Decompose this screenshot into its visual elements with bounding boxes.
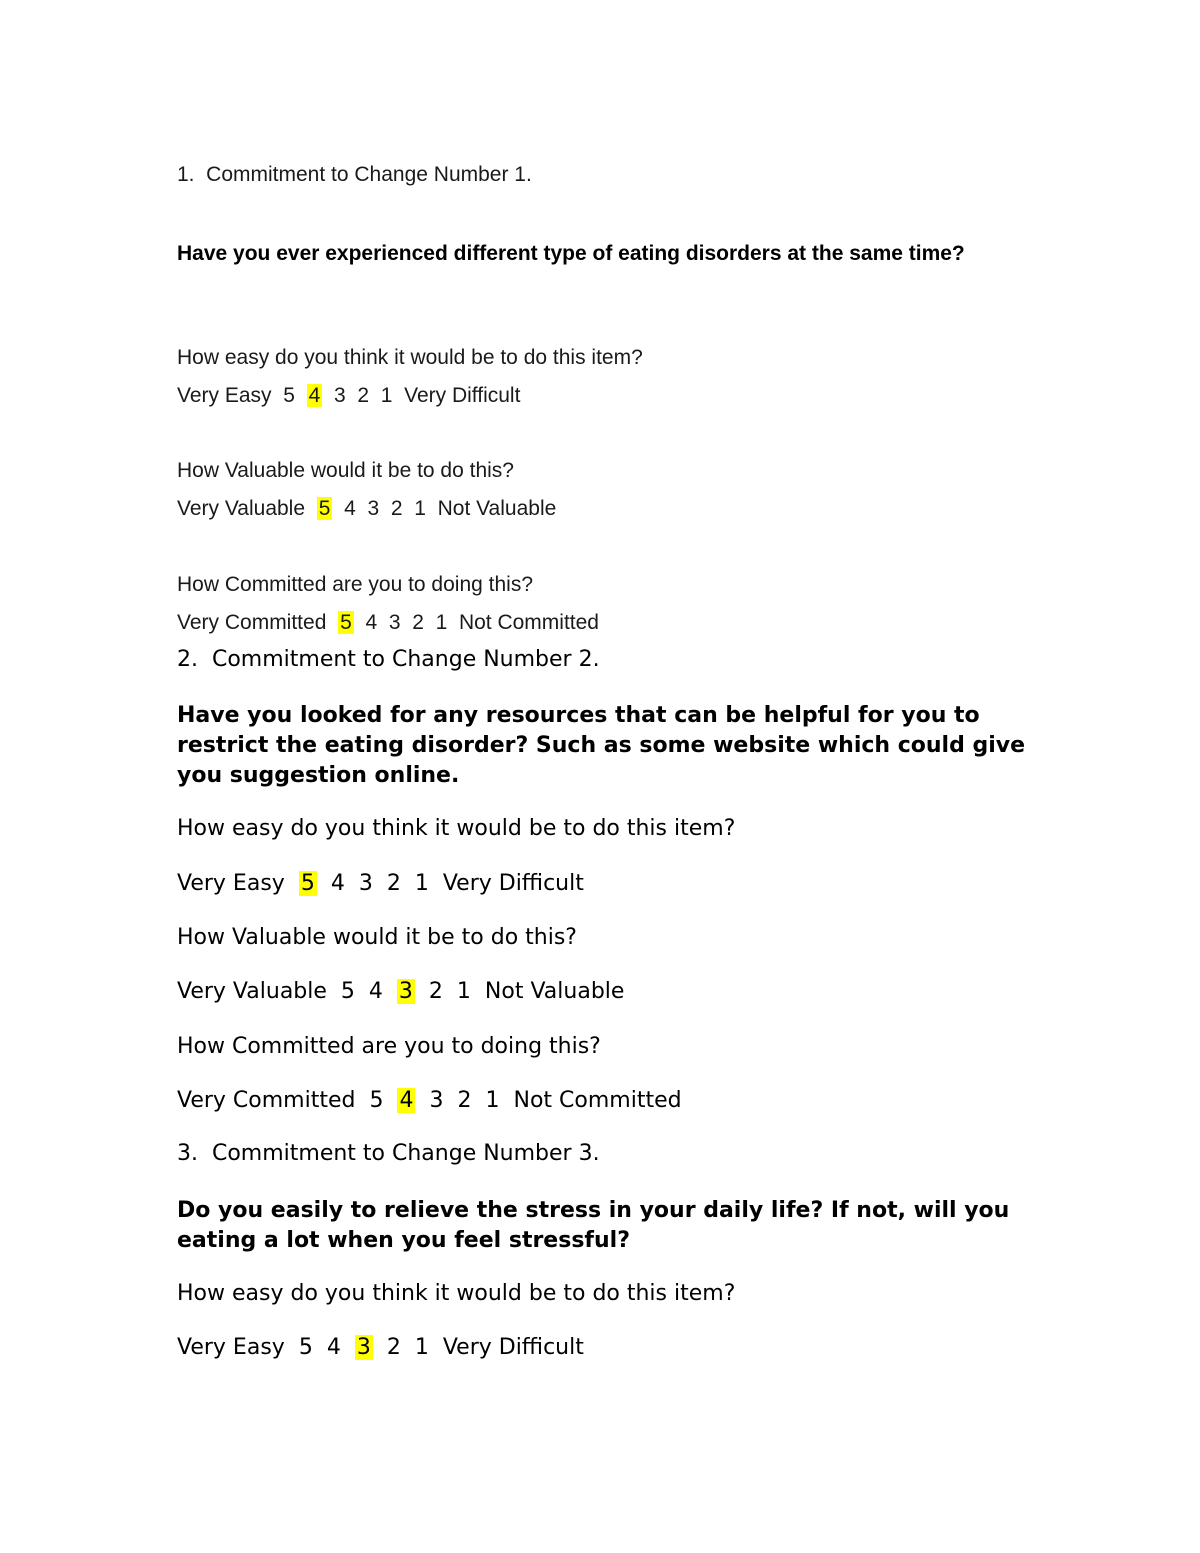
scale-right-label: Very Difficult: [442, 1335, 584, 1360]
scale-right-label: Not Valuable: [437, 497, 557, 520]
section-2-heading: 2. Commitment to Change Number 2.: [177, 647, 600, 672]
rating-option: 5: [298, 1335, 313, 1360]
rating-option: 4: [368, 979, 383, 1004]
rating-option: 1: [414, 871, 429, 896]
selected-rating: 5: [318, 497, 331, 520]
rating-option: 2: [386, 871, 401, 896]
section-2-question: Have you looked for any resources that can be helpful for you to restrict the eating disorder? Such as some website which could give you suggestion online.: [177, 703, 1026, 788]
scale-right-label: Not Valuable: [484, 979, 625, 1004]
section-1-item-2-scale: [177, 497, 556, 521]
rating-option: 3: [367, 497, 380, 520]
scale-right-label: Very Difficult: [404, 384, 521, 407]
section-2-item-1-prompt: How easy do you think it would be to do this item?: [177, 816, 736, 841]
scale-left-label: Very Committed: [177, 1088, 356, 1113]
rating-option: 2: [428, 979, 443, 1004]
rating-option: 5: [340, 979, 355, 1004]
rating-option: 3: [333, 384, 346, 407]
section-2-item-3-prompt: How Committed are you to doing this?: [177, 1034, 601, 1059]
scale-left-label: Very Easy: [177, 384, 272, 407]
rating-option: 2: [357, 384, 370, 407]
selected-rating: 5: [340, 611, 352, 634]
selected-rating: 5: [300, 871, 315, 896]
scale-right-label: Not Committed: [513, 1088, 682, 1113]
rating-option: 4: [326, 1335, 341, 1360]
rating-option: 1: [414, 1335, 429, 1360]
scale-left-label: Very Easy: [177, 1335, 285, 1360]
rating-option: 2: [457, 1088, 472, 1113]
section-1-item-3-scale: [177, 611, 599, 635]
section-3-item-1-scale: [177, 1335, 584, 1360]
section-3-question: Do you easily to relieve the stress in your daily life? If not, will you eating a lot when you feel stressful?: [177, 1198, 1010, 1253]
section-2-item-2-scale: [177, 979, 624, 1004]
rating-option: 3: [388, 611, 401, 634]
rating-option: 2: [412, 611, 424, 634]
selected-rating: 3: [398, 979, 413, 1004]
section-2-item-3-scale: [177, 1088, 682, 1113]
section-3-item-1-prompt: How easy do you think it would be to do this item?: [177, 1281, 736, 1306]
rating-option: 1: [435, 611, 448, 634]
scale-right-label: Not Committed: [458, 611, 599, 634]
rating-option: 3: [429, 1088, 444, 1113]
section-1-item-1-prompt: How easy do you think it would be to do this item?: [177, 346, 643, 369]
rating-option: 5: [283, 384, 295, 407]
section-3-heading: 3. Commitment to Change Number 3.: [177, 1141, 600, 1166]
scale-left-label: Very Valuable: [177, 497, 306, 520]
rating-option: 2: [386, 1335, 401, 1360]
rating-option: 1: [414, 497, 426, 520]
rating-option: 1: [485, 1088, 500, 1113]
section-2-item-2-prompt: How Valuable would it be to do this?: [177, 925, 577, 950]
rating-option: 5: [369, 1088, 384, 1113]
section-1-question: Have you ever experienced different type of eating disorders at the same time?: [177, 242, 965, 265]
rating-option: 2: [390, 497, 403, 520]
selected-rating: 4: [399, 1088, 414, 1113]
rating-option: 1: [380, 384, 393, 407]
section-1-item-2-prompt: How Valuable would it be to do this?: [177, 459, 514, 482]
rating-option: 4: [330, 871, 345, 896]
selected-rating: 4: [308, 384, 321, 407]
rating-option: 3: [358, 871, 373, 896]
scale-left-label: Very Valuable: [177, 979, 327, 1004]
rating-option: 1: [456, 979, 471, 1004]
rating-option: 4: [344, 497, 356, 520]
section-2-item-1-scale: [177, 871, 584, 896]
rating-option: 4: [365, 611, 378, 634]
scale-left-label: Very Easy: [177, 871, 285, 896]
scale-right-label: Very Difficult: [442, 871, 584, 896]
scale-left-label: Very Committed: [177, 611, 327, 634]
section-1-item-3-prompt: How Committed are you to doing this?: [177, 573, 534, 596]
section-1-heading: 1. Commitment to Change Number 1.: [177, 163, 532, 186]
section-1-item-1-scale: [177, 384, 520, 408]
selected-rating: 3: [356, 1335, 371, 1360]
